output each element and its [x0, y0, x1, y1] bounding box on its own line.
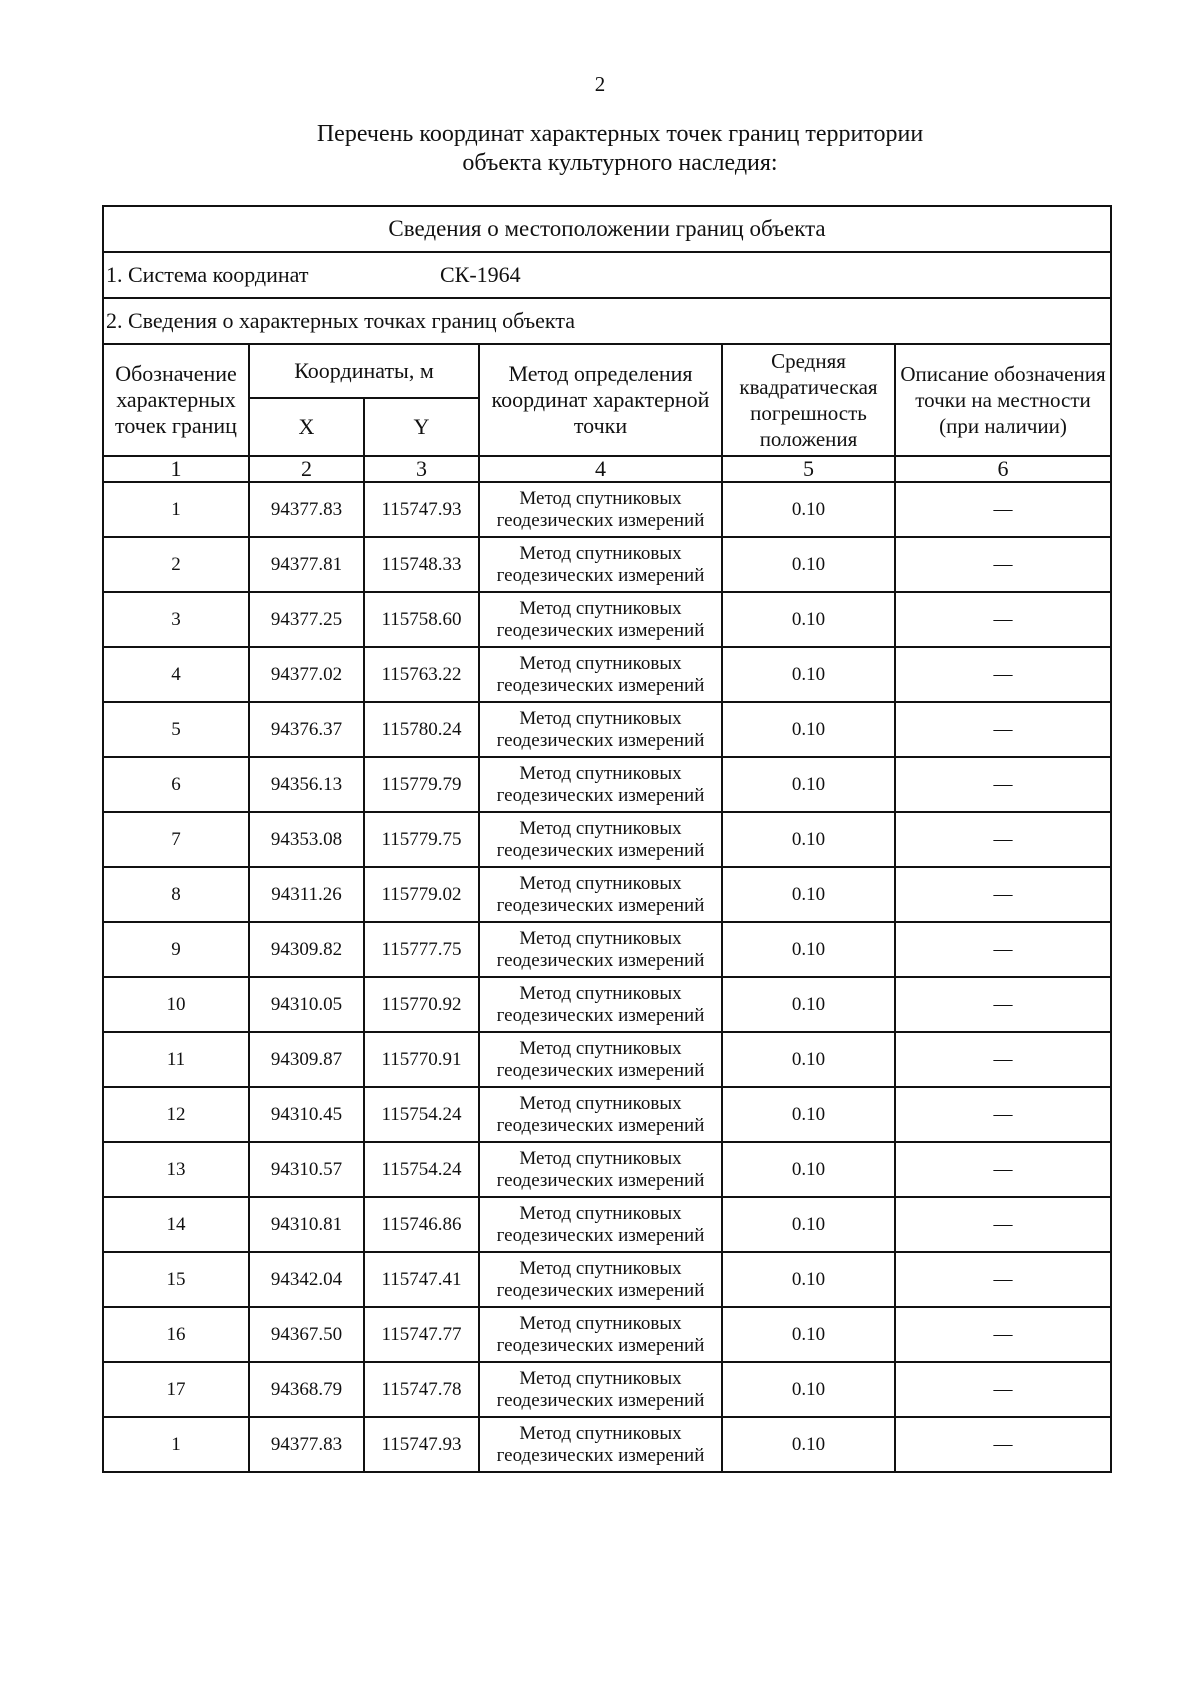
method-cell [479, 1087, 722, 1142]
points-section-label: 2. Сведения о характерных точках границ объекта [103, 298, 1111, 344]
table-row [103, 757, 1111, 812]
error-cell: 0.10 [722, 592, 895, 647]
point-id-cell: 3 [103, 592, 249, 647]
y-coordinate-cell: 115746.86 [364, 1197, 479, 1252]
point-id-cell: 8 [103, 867, 249, 922]
method-line-2: геодезических измерений [496, 1389, 705, 1411]
method-cell [479, 922, 722, 977]
coord-system-label: 1. Система координат [106, 262, 309, 287]
y-coordinate-cell: 115748.33 [364, 537, 479, 592]
error-cell: 0.10 [722, 812, 895, 867]
point-id-cell: 6 [103, 757, 249, 812]
description-cell: — [895, 1032, 1111, 1087]
method-cell [479, 482, 722, 537]
x-coordinate-cell: 94377.25 [249, 592, 364, 647]
error-cell: 0.10 [722, 1307, 895, 1362]
point-id-cell: 1 [103, 482, 249, 537]
point-id-cell: 13 [103, 1142, 249, 1197]
y-coordinate-cell: 115770.92 [364, 977, 479, 1032]
column-number: 4 [479, 456, 722, 482]
description-cell: — [895, 757, 1111, 812]
method-line-1: Метод спутниковых [519, 762, 682, 784]
x-coordinate-cell: 94310.81 [249, 1197, 364, 1252]
coord-system-value: СК-1964 [440, 262, 521, 287]
error-cell: 0.10 [722, 1032, 895, 1087]
method-cell [479, 592, 722, 647]
method-line-2: геодезических измерений [496, 784, 705, 806]
point-id-cell: 16 [103, 1307, 249, 1362]
description-cell: — [895, 1252, 1111, 1307]
column-numbers-row [103, 456, 1111, 482]
description-cell: — [895, 1197, 1111, 1252]
section-title: Сведения о местоположении границ объекта [103, 206, 1111, 252]
table-row [103, 922, 1111, 977]
method-line-1: Метод спутниковых [519, 597, 682, 619]
error-cell: 0.10 [722, 977, 895, 1032]
y-coordinate-cell: 115747.93 [364, 1417, 479, 1472]
method-line-2: геодезических измерений [496, 1114, 705, 1136]
error-cell: 0.10 [722, 1362, 895, 1417]
y-coordinate-cell: 115779.02 [364, 867, 479, 922]
description-cell: — [895, 1087, 1111, 1142]
coord-system-cell [103, 252, 1111, 298]
error-cell: 0.10 [722, 1252, 895, 1307]
point-id-cell: 5 [103, 702, 249, 757]
x-coordinate-cell: 94309.82 [249, 922, 364, 977]
method-line-2: геодезических измерений [496, 949, 705, 971]
error-cell: 0.10 [722, 647, 895, 702]
error-cell: 0.10 [722, 757, 895, 812]
method-line-1: Метод спутниковых [519, 1147, 682, 1169]
method-line-2: геодезических измерений [496, 509, 705, 531]
table-row [103, 1307, 1111, 1362]
table-row [103, 977, 1111, 1032]
y-coordinate-cell: 115770.91 [364, 1032, 479, 1087]
y-coordinate-cell: 115747.41 [364, 1252, 479, 1307]
header-designation: Обозначение характерных точек границ [103, 344, 249, 456]
method-cell [479, 867, 722, 922]
x-coordinate-cell: 94311.26 [249, 867, 364, 922]
method-line-1: Метод спутниковых [519, 542, 682, 564]
points-section-row [103, 298, 1111, 344]
x-coordinate-cell: 94367.50 [249, 1307, 364, 1362]
x-coordinate-cell: 94377.02 [249, 647, 364, 702]
y-coordinate-cell: 115754.24 [364, 1142, 479, 1197]
table-row [103, 1362, 1111, 1417]
table-row [103, 1087, 1111, 1142]
method-line-1: Метод спутниковых [519, 927, 682, 949]
method-line-2: геодезических измерений [496, 1334, 705, 1356]
coord-system-row [103, 252, 1111, 298]
method-line-2: геодезических измерений [496, 1059, 705, 1081]
x-coordinate-cell: 94310.57 [249, 1142, 364, 1197]
description-cell: — [895, 537, 1111, 592]
x-coordinate-cell: 94377.83 [249, 482, 364, 537]
method-line-2: геодезических измерений [496, 894, 705, 916]
column-number: 5 [722, 456, 895, 482]
coordinates-table-body [103, 206, 1111, 1472]
table-row [103, 592, 1111, 647]
method-line-2: геодезических измерений [496, 564, 705, 586]
point-id-cell: 14 [103, 1197, 249, 1252]
point-id-cell: 17 [103, 1362, 249, 1417]
table-row [103, 702, 1111, 757]
method-line-1: Метод спутниковых [519, 652, 682, 674]
x-coordinate-cell: 94368.79 [249, 1362, 364, 1417]
error-cell: 0.10 [722, 867, 895, 922]
method-line-2: геодезических измерений [496, 674, 705, 696]
method-cell [479, 1417, 722, 1472]
x-coordinate-cell: 94376.37 [249, 702, 364, 757]
method-cell [479, 757, 722, 812]
y-coordinate-cell: 115763.22 [364, 647, 479, 702]
description-cell: — [895, 482, 1111, 537]
method-line-2: геодезических измерений [496, 839, 705, 861]
description-cell: — [895, 1362, 1111, 1417]
header-error: Средняя квадратическая погрешность положения [722, 344, 895, 456]
method-line-1: Метод спутниковых [519, 872, 682, 894]
y-coordinate-cell: 115747.77 [364, 1307, 479, 1362]
error-cell: 0.10 [722, 922, 895, 977]
description-cell: — [895, 702, 1111, 757]
table-row [103, 812, 1111, 867]
x-coordinate-cell: 94353.08 [249, 812, 364, 867]
x-coordinate-cell: 94377.81 [249, 537, 364, 592]
y-coordinate-cell: 115779.79 [364, 757, 479, 812]
table-row [103, 1252, 1111, 1307]
y-coordinate-cell: 115758.60 [364, 592, 479, 647]
error-cell: 0.10 [722, 1087, 895, 1142]
document-title-line-2: объекта культурного наследия: [462, 150, 778, 176]
header-row-1 [103, 344, 1111, 398]
error-cell: 0.10 [722, 1142, 895, 1197]
header-x: X [249, 398, 364, 456]
table-row [103, 1032, 1111, 1087]
y-coordinate-cell: 115777.75 [364, 922, 479, 977]
header-coordinates: Координаты, м [249, 344, 479, 398]
method-cell [479, 1032, 722, 1087]
description-cell: — [895, 1417, 1111, 1472]
method-line-1: Метод спутниковых [519, 982, 682, 1004]
description-cell: — [895, 1142, 1111, 1197]
page-number: 2 [594, 72, 606, 96]
method-line-1: Метод спутниковых [519, 487, 682, 509]
header-method: Метод определения координат характерной точки [479, 344, 722, 456]
header-y: Y [364, 398, 479, 456]
method-line-1: Метод спутниковых [519, 1202, 682, 1224]
x-coordinate-cell: 94356.13 [249, 757, 364, 812]
method-line-2: геодезических измерений [496, 619, 705, 641]
method-line-1: Метод спутниковых [519, 1422, 682, 1444]
table-row [103, 537, 1111, 592]
method-cell [479, 1362, 722, 1417]
method-cell [479, 1197, 722, 1252]
method-line-1: Метод спутниковых [519, 707, 682, 729]
error-cell: 0.10 [722, 482, 895, 537]
y-coordinate-cell: 115754.24 [364, 1087, 479, 1142]
method-cell [479, 1252, 722, 1307]
description-cell: — [895, 812, 1111, 867]
x-coordinate-cell: 94310.05 [249, 977, 364, 1032]
section-title-row [103, 206, 1111, 252]
point-id-cell: 2 [103, 537, 249, 592]
method-line-1: Метод спутниковых [519, 1037, 682, 1059]
method-line-1: Метод спутниковых [519, 1257, 682, 1279]
x-coordinate-cell: 94310.45 [249, 1087, 364, 1142]
table-row [103, 482, 1111, 537]
description-cell: — [895, 1307, 1111, 1362]
error-cell: 0.10 [722, 1197, 895, 1252]
method-cell [479, 812, 722, 867]
method-cell [479, 977, 722, 1032]
column-number: 2 [249, 456, 364, 482]
y-coordinate-cell: 115747.78 [364, 1362, 479, 1417]
point-id-cell: 4 [103, 647, 249, 702]
method-line-2: геодезических измерений [496, 1279, 705, 1301]
description-cell: — [895, 977, 1111, 1032]
table-row [103, 647, 1111, 702]
method-line-2: геодезических измерений [496, 729, 705, 751]
column-number: 6 [895, 456, 1111, 482]
x-coordinate-cell: 94342.04 [249, 1252, 364, 1307]
column-number: 3 [364, 456, 479, 482]
header-description: Описание обозначения точки на местности (при наличии) [895, 344, 1111, 456]
description-cell: — [895, 592, 1111, 647]
method-line-1: Метод спутниковых [519, 817, 682, 839]
document-title [0, 120, 1200, 178]
method-cell [479, 1142, 722, 1197]
point-id-cell: 1 [103, 1417, 249, 1472]
description-cell: — [895, 922, 1111, 977]
method-line-2: геодезических измерений [496, 1004, 705, 1026]
table-row [103, 1417, 1111, 1472]
point-id-cell: 9 [103, 922, 249, 977]
method-line-1: Метод спутниковых [519, 1367, 682, 1389]
method-line-1: Метод спутниковых [519, 1092, 682, 1114]
coordinates-table [102, 205, 1112, 1473]
method-cell [479, 1307, 722, 1362]
description-cell: — [895, 867, 1111, 922]
point-id-cell: 10 [103, 977, 249, 1032]
error-cell: 0.10 [722, 1417, 895, 1472]
method-line-1: Метод спутниковых [519, 1312, 682, 1334]
y-coordinate-cell: 115779.75 [364, 812, 479, 867]
point-id-cell: 11 [103, 1032, 249, 1087]
table-row [103, 1197, 1111, 1252]
method-line-2: геодезических измерений [496, 1169, 705, 1191]
x-coordinate-cell: 94377.83 [249, 1417, 364, 1472]
y-coordinate-cell: 115747.93 [364, 482, 479, 537]
method-cell [479, 537, 722, 592]
table-row [103, 867, 1111, 922]
method-line-2: геодезических измерений [496, 1444, 705, 1466]
document-title-line-1: Перечень координат характерных точек границ территории [316, 121, 924, 147]
y-coordinate-cell: 115780.24 [364, 702, 479, 757]
point-id-cell: 15 [103, 1252, 249, 1307]
method-cell [479, 702, 722, 757]
description-cell: — [895, 647, 1111, 702]
point-id-cell: 12 [103, 1087, 249, 1142]
column-number: 1 [103, 456, 249, 482]
method-line-2: геодезических измерений [496, 1224, 705, 1246]
table-row [103, 1142, 1111, 1197]
method-cell [479, 647, 722, 702]
x-coordinate-cell: 94309.87 [249, 1032, 364, 1087]
error-cell: 0.10 [722, 702, 895, 757]
error-cell: 0.10 [722, 537, 895, 592]
point-id-cell: 7 [103, 812, 249, 867]
